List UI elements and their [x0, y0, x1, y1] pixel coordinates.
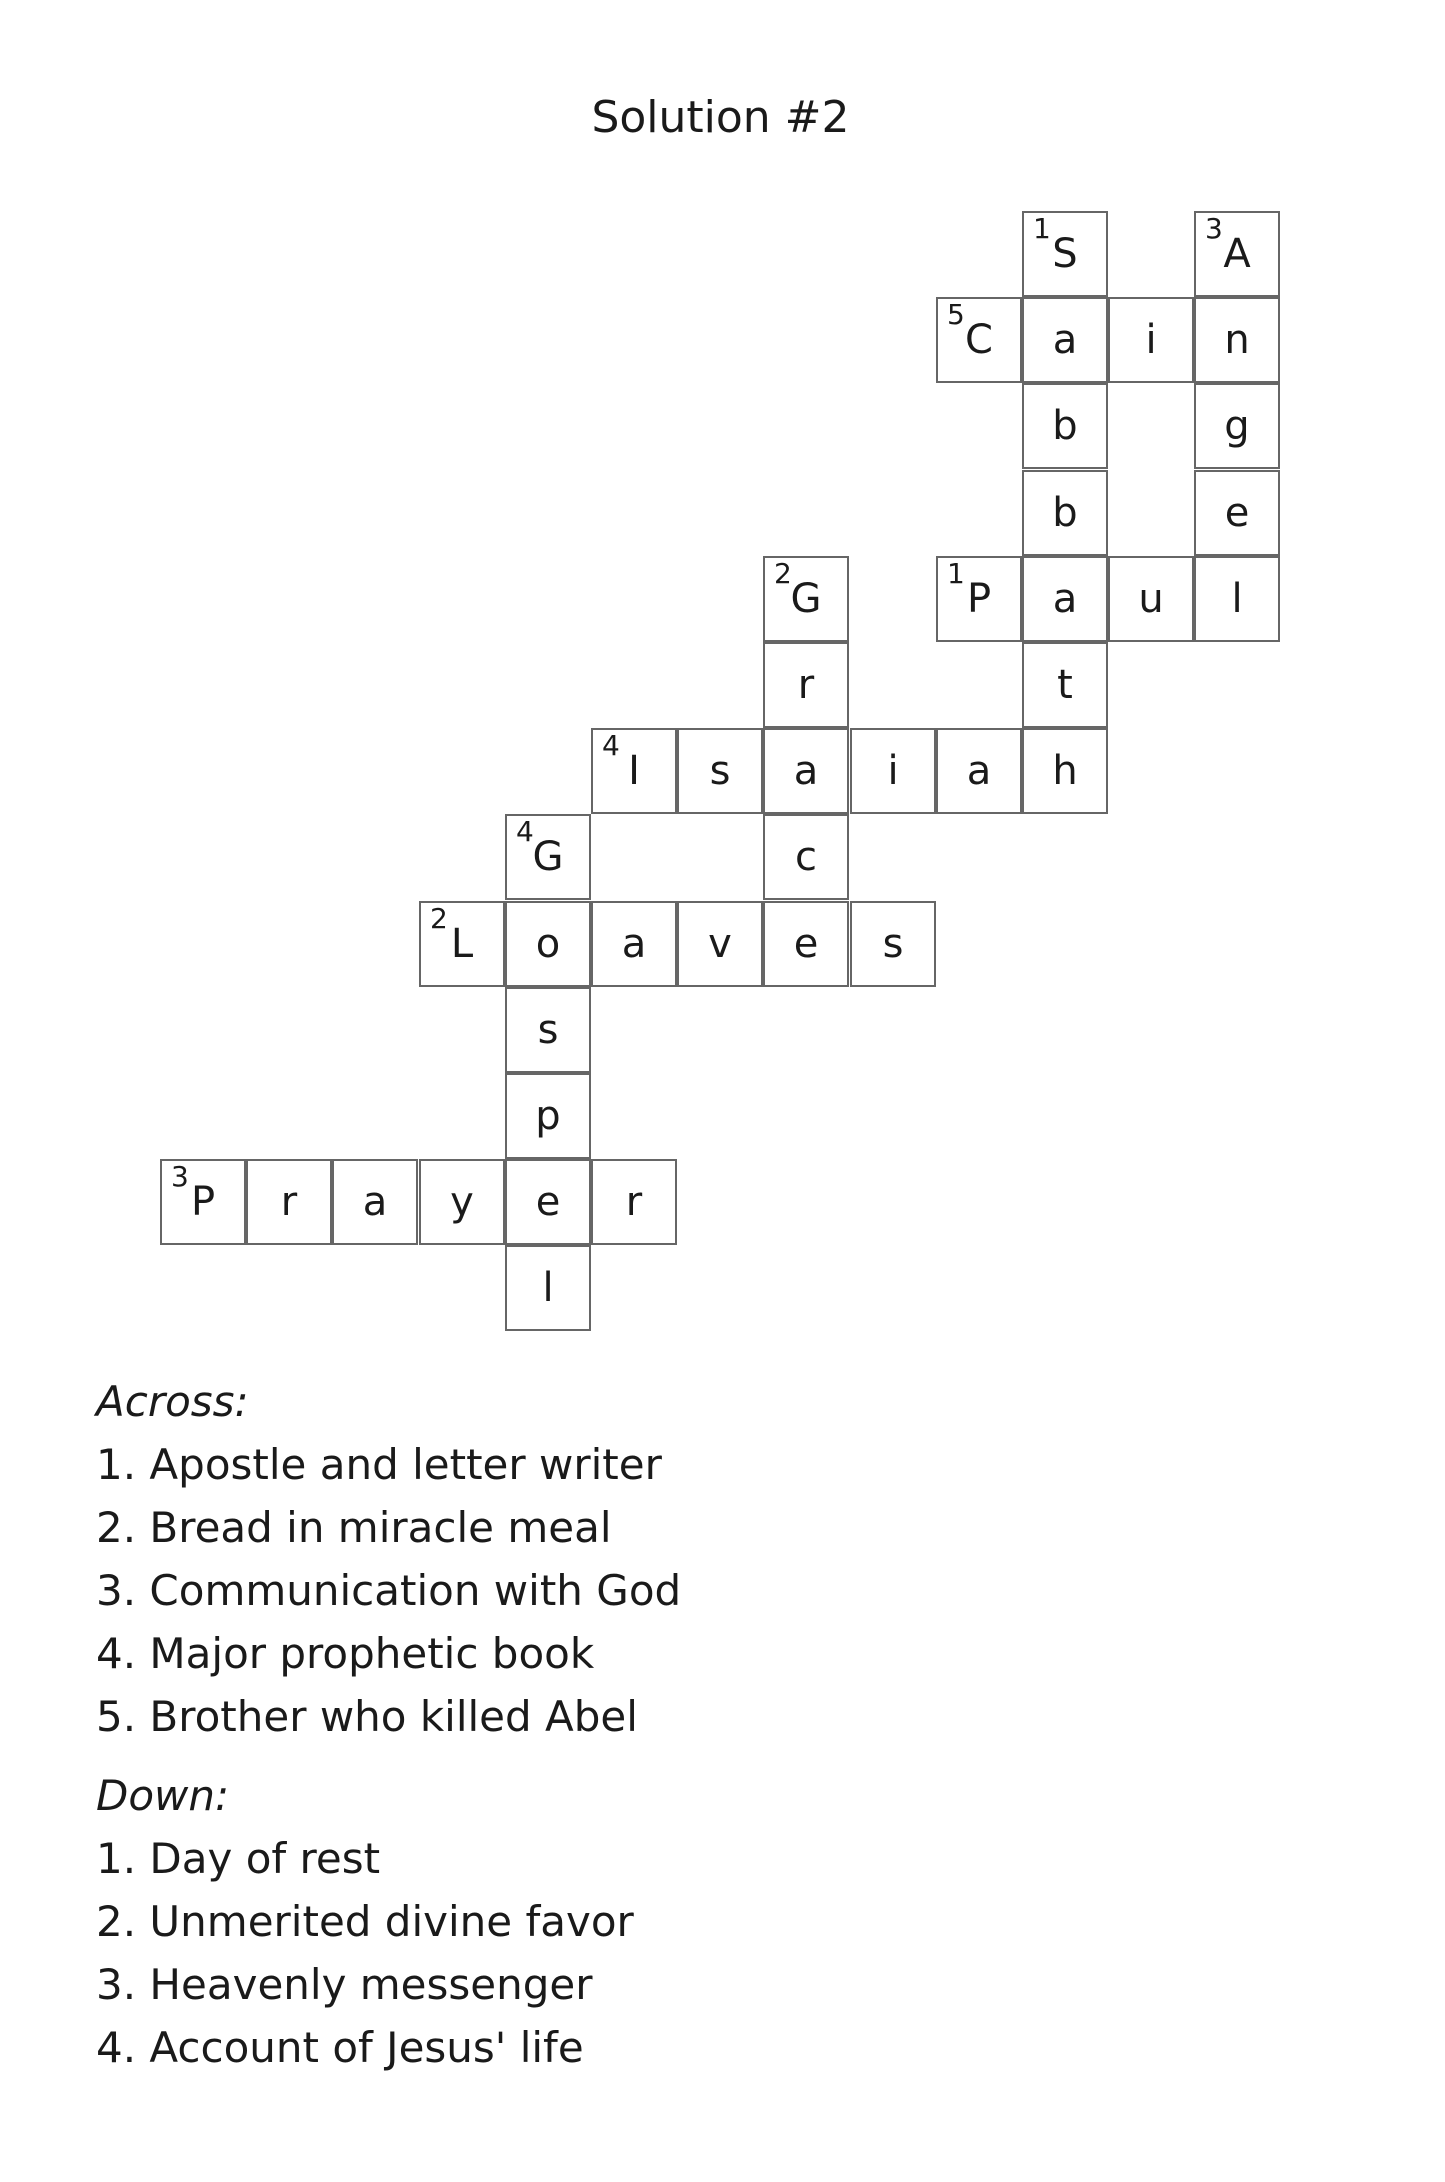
cell-letter: t — [1057, 662, 1073, 708]
grid-cell[interactable] — [505, 901, 591, 987]
grid-cell[interactable] — [419, 1159, 505, 1245]
cell-letter: a — [1052, 317, 1078, 363]
grid-cell[interactable] — [505, 1073, 591, 1159]
cell-letter: i — [1145, 317, 1157, 363]
cell-letter: G — [790, 576, 822, 622]
cell-letter: v — [708, 921, 732, 967]
cell-letter: a — [362, 1179, 388, 1225]
cell-letter: l — [542, 1265, 554, 1311]
grid-cell[interactable] — [677, 901, 763, 987]
grid-cell[interactable] — [1194, 470, 1280, 556]
cell-letter: a — [793, 748, 819, 794]
cell-letter: a — [966, 748, 992, 794]
grid-cell[interactable] — [763, 556, 849, 642]
cell-letter: s — [709, 748, 731, 794]
across-clue: 3. Communication with God — [96, 1566, 682, 1615]
down-heading: Down: — [96, 1771, 230, 1820]
cell-letter: s — [537, 1007, 559, 1053]
grid-cell[interactable] — [591, 901, 677, 987]
grid-cell[interactable] — [936, 728, 1022, 814]
cell-letter: L — [450, 921, 474, 967]
down-clue: 4. Account of Jesus' life — [96, 2023, 584, 2072]
clues-section — [96, 1370, 1396, 2079]
grid-cell[interactable] — [850, 901, 936, 987]
grid-cell[interactable] — [1022, 470, 1108, 556]
grid-cell[interactable] — [936, 556, 1022, 642]
grid-cell[interactable] — [763, 814, 849, 900]
cell-letter: b — [1052, 403, 1078, 449]
grid-cell[interactable] — [505, 1159, 591, 1245]
grid-cell[interactable] — [1194, 556, 1280, 642]
cell-letter: l — [1231, 576, 1243, 622]
grid-cell[interactable] — [332, 1159, 418, 1245]
cell-letter: y — [450, 1179, 474, 1225]
across-clue: 5. Brother who killed Abel — [96, 1692, 638, 1741]
cell-letter: a — [1052, 576, 1078, 622]
cell-letter: e — [1224, 490, 1250, 536]
cell-letter: b — [1052, 490, 1078, 536]
grid-cell[interactable] — [677, 728, 763, 814]
cell-letter: p — [535, 1093, 561, 1139]
cell-number: 4 — [516, 815, 534, 848]
cell-number: 1 — [1033, 212, 1051, 245]
cell-letter: o — [535, 921, 561, 967]
grid-cell[interactable] — [505, 1245, 591, 1331]
across-clue: 4. Major prophetic book — [96, 1629, 595, 1678]
cell-letter: G — [532, 834, 564, 880]
grid-cell[interactable] — [246, 1159, 332, 1245]
grid-cell[interactable] — [1194, 383, 1280, 469]
grid-cell[interactable] — [1108, 297, 1194, 383]
grid-cell[interactable] — [936, 297, 1022, 383]
cell-letter: S — [1052, 231, 1078, 277]
down-clue: 3. Heavenly messenger — [96, 1960, 593, 2009]
grid-cell[interactable] — [763, 901, 849, 987]
cell-number: 3 — [171, 1160, 189, 1193]
cell-number: 2 — [774, 557, 792, 590]
grid-cell[interactable] — [591, 728, 677, 814]
grid-cell[interactable] — [419, 901, 505, 987]
across-clue: 1. Apostle and letter writer — [96, 1440, 662, 1489]
cell-letter: e — [793, 921, 819, 967]
cell-number: 3 — [1205, 212, 1223, 245]
cell-letter: P — [190, 1179, 216, 1225]
cell-letter: e — [535, 1179, 561, 1225]
grid-cell[interactable] — [1022, 211, 1108, 297]
cell-number: 2 — [430, 902, 448, 935]
cell-letter: r — [625, 1179, 643, 1225]
cell-letter: a — [621, 921, 647, 967]
across-clue: 2. Bread in miracle meal — [96, 1503, 612, 1552]
cell-letter: P — [966, 576, 992, 622]
grid-cell[interactable] — [505, 987, 591, 1073]
cell-number: 1 — [947, 557, 965, 590]
cell-letter: g — [1224, 403, 1250, 449]
cell-letter: A — [1223, 231, 1251, 277]
cell-letter: r — [280, 1179, 298, 1225]
cell-number: 4 — [602, 729, 620, 762]
grid-cell[interactable] — [1022, 728, 1108, 814]
grid-cell[interactable] — [1108, 556, 1194, 642]
grid-cell[interactable] — [1194, 297, 1280, 383]
cell-number: 5 — [947, 298, 965, 331]
grid-cell[interactable] — [763, 642, 849, 728]
grid-cell[interactable] — [1022, 383, 1108, 469]
across-clue-list — [96, 1433, 1396, 1748]
cell-letter: i — [887, 748, 899, 794]
cell-letter: c — [795, 834, 817, 880]
grid-cell[interactable] — [160, 1159, 246, 1245]
cell-letter: I — [628, 748, 640, 794]
grid-cell[interactable] — [850, 728, 936, 814]
down-clue: 2. Unmerited divine favor — [96, 1897, 634, 1946]
grid-cell[interactable] — [1022, 297, 1108, 383]
cell-letter: r — [797, 662, 815, 708]
cell-letter: C — [965, 317, 993, 363]
grid-cell[interactable] — [763, 728, 849, 814]
cell-letter: h — [1052, 748, 1078, 794]
grid-cell[interactable] — [505, 814, 591, 900]
down-clue-list — [96, 1827, 1396, 2079]
puzzle-title-text: Solution #2 — [591, 92, 850, 143]
cell-letter: u — [1138, 576, 1164, 622]
cell-letter: n — [1224, 317, 1250, 363]
grid-cell[interactable] — [1194, 211, 1280, 297]
grid-cell[interactable] — [591, 1159, 677, 1245]
down-clue: 1. Day of rest — [96, 1834, 381, 1883]
across-heading: Across: — [96, 1377, 249, 1426]
grid-cell[interactable] — [1022, 556, 1108, 642]
grid-cell[interactable] — [1022, 642, 1108, 728]
cell-letter: s — [882, 921, 904, 967]
